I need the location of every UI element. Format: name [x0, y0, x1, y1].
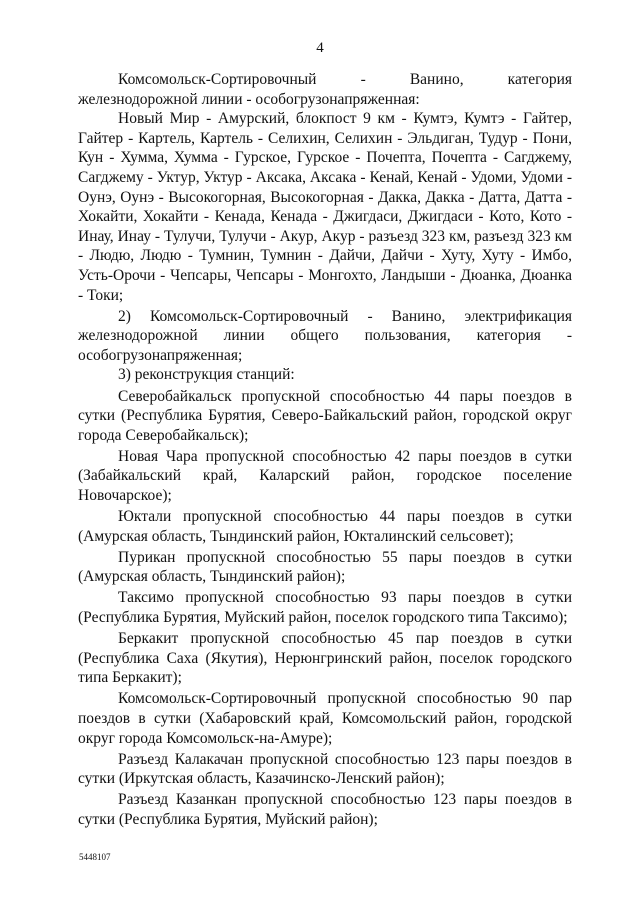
paragraph-line-heading: Комсомольск-Сортировочный - Ванино, категория железнодорожной линии - особогрузонапряженная:	[78, 71, 572, 108]
paragraph-electrification: 2) Комсомольск-Сортировочный - Ванино, электрификация железнодорожной линии общего пользования, категория - особогрузонапряженная;	[78, 307, 572, 364]
paragraph-reconstruction-heading: 3) реконструкция станций:	[118, 366, 295, 384]
paragraph-station-list: Новый Мир - Амурский, блокпост 9 км - Кумтэ, Кумтэ - Гайтер, Гайтер - Картель, Картель - Селихин, Селихин - Эльдиган, Тудур - Пони, Кун - Хумма, Хумма - Гурское, Гурское - Почепта, Почепта - Сагджему, Сагджему - Уктур, Уктур - Аксака, Аксака - Кенай, Кенай - Удоми, Удоми - Оунэ, Оунэ - Высокогорная, Высокогорная - Дакка, Дакка - Датта, Датта - Хокайти, Хокайти - Кенада, Кенада - Джигдаси, Джигдаси - Кото, Кото - Инау, Инау - Тулучи, Тулучи - Акур, Акур - разъезд 323 км, разъезд 323 км - Людю, Людю - Тумнин, Тумнин - Дайчи, Дайчи - Хуту, Хуту - Имбо, Усть-Орочи - Чепсары, Чепсары - Монгохто, Ландыши - Дюанка, Дюанка - Токи;	[78, 110, 572, 304]
paragraph-station-kalakachan: Разъезд Калакачан пропускной способностью 123 пары поездов в сутки (Иркутская область, Казачинско-Ленский район);	[78, 750, 572, 788]
paragraph-station-novaya-chara: Новая Чара пропускной способностью 42 пары поездов в сутки (Забайкальский край, Каларский район, городское поселение Новочарское);	[78, 447, 572, 504]
paragraph-station-severobaikalsk: Северобайкальск пропускной способностью 44 пары поездов в сутки (Республика Бурятия, Северо-Байкальский район, городской округ города Северобайкальск);	[78, 387, 572, 444]
page-number: 4	[316, 40, 324, 56]
document-body	[78, 70, 572, 830]
paragraph-station-kazankan: Разъезд Казанкан пропускной способностью 123 пары поездов в сутки (Республика Бурятия, Муйский район);	[78, 791, 572, 828]
paragraph-station-komsomolsk: Комсомольск-Сортировочный пропускной способностью 90 пар поездов в сутки (Хабаровский край, Комсомольский район, городской округ города Комсомольск-на-Амуре);	[78, 690, 572, 747]
paragraph-station-purikan: Пурикан пропускной способностью 55 пары поездов в сутки (Амурская область, Тындинский район);	[78, 548, 572, 586]
paragraph-station-yuktali: Юктали пропускной способностью 44 пары поездов в сутки (Амурская область, Тындинский район, Юкталинский сельсовет);	[78, 508, 572, 545]
paragraph-station-taksimo: Таксимо пропускной способностью 93 пары поездов в сутки (Республика Бурятия, Муйский район, поселок городского типа Таксимо);	[78, 589, 572, 627]
document-code: 5448107	[79, 852, 111, 862]
paragraph-station-berkakit: Беркакит пропускной способностью 45 пар поездов в сутки (Республика Саха (Якутия), Нерюнгринский район, поселок городского типа Беркакит);	[78, 630, 572, 687]
